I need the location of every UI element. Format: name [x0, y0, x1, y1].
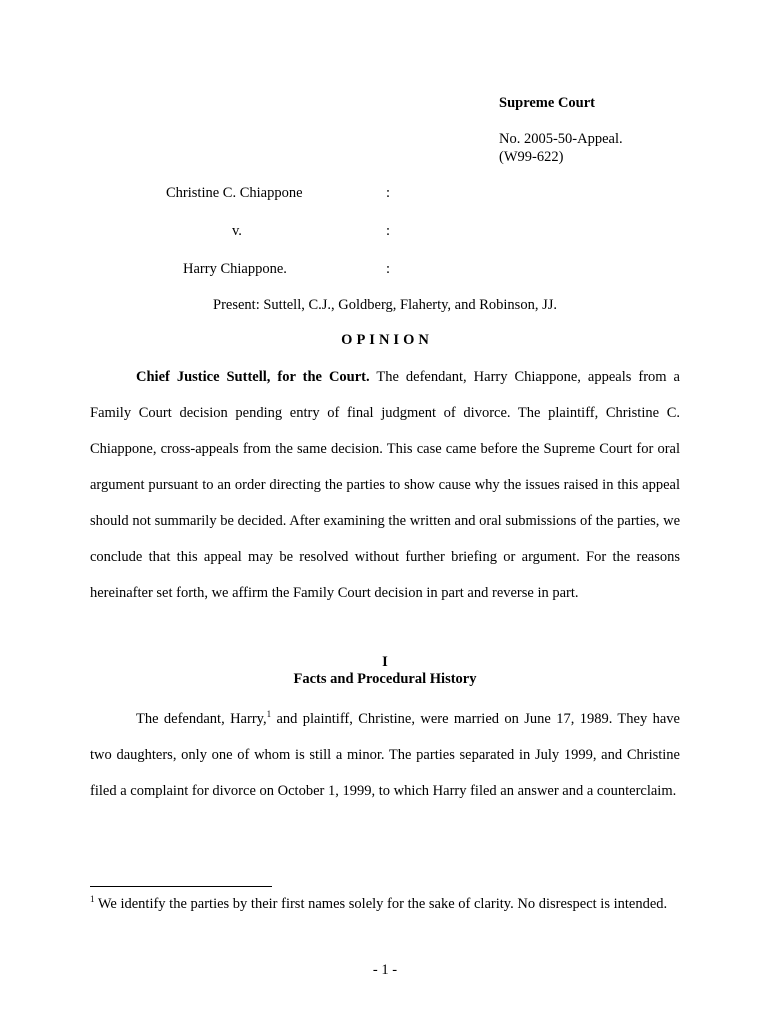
caption-versus: v.: [232, 223, 242, 239]
paragraph-text: The defendant, Harry Chiappone, appeals from a Family Court decision pending entry of final judgment of divorce. The plaintiff, Christine C. Chiappone, cross-appeals from the same decision. This case came before the Supreme Court for oral argument pursuant to an order directing the parties to show cause why the issues raised in this appeal should not summarily be decided. After examining the written and oral submissions of the parties, we conclude that this appeal may be resolved without further briefing or argument. For the reasons hereinafter set forth, we affirm the Family Court decision in part and reverse in part.: [90, 369, 680, 601]
author-lead: Chief Justice Suttell, for the Court.: [136, 369, 370, 385]
footnote-marker: 1: [90, 894, 95, 905]
caption-separator: :: [386, 261, 391, 277]
paragraph-text-rest: and plaintiff, Christine, were married on June 17, 1989. They have two daughters, only one of whom is still a minor. The parties separated in July 1999, and Christine filed a complaint for divorce on October 1, 1999, to which Harry filed an answer and a counterclaim.: [90, 711, 680, 799]
footnote-reference[interactable]: 1: [266, 709, 272, 720]
docket-number: (W99-622): [499, 149, 564, 165]
paragraph-text-start: The defendant, Harry,: [136, 711, 267, 727]
footnote: [90, 895, 680, 914]
section-title: Facts and Procedural History: [293, 671, 477, 687]
page-number: - 1 -: [372, 962, 398, 978]
footnote-divider: [90, 886, 272, 887]
court-name: Supreme Court: [499, 95, 595, 111]
panel-justices: Present: Suttell, C.J., Goldberg, Flaherty, and Robinson, JJ.: [213, 297, 557, 313]
opinion-paragraph: [90, 359, 680, 611]
caption-defendant: Harry Chiappone.: [183, 261, 287, 277]
facts-paragraph: [90, 701, 680, 809]
opinion-heading: OPINION: [341, 332, 433, 348]
caption-plaintiff: Christine C. Chiappone: [166, 185, 303, 201]
footnote-text: We identify the parties by their first names solely for the sake of clarity. No disrespect is intended.: [97, 896, 668, 912]
caption-separator: :: [386, 223, 391, 239]
section-number: I: [382, 654, 388, 670]
caption-separator: :: [386, 185, 391, 201]
case-number: No. 2005-50-Appeal.: [499, 131, 623, 147]
